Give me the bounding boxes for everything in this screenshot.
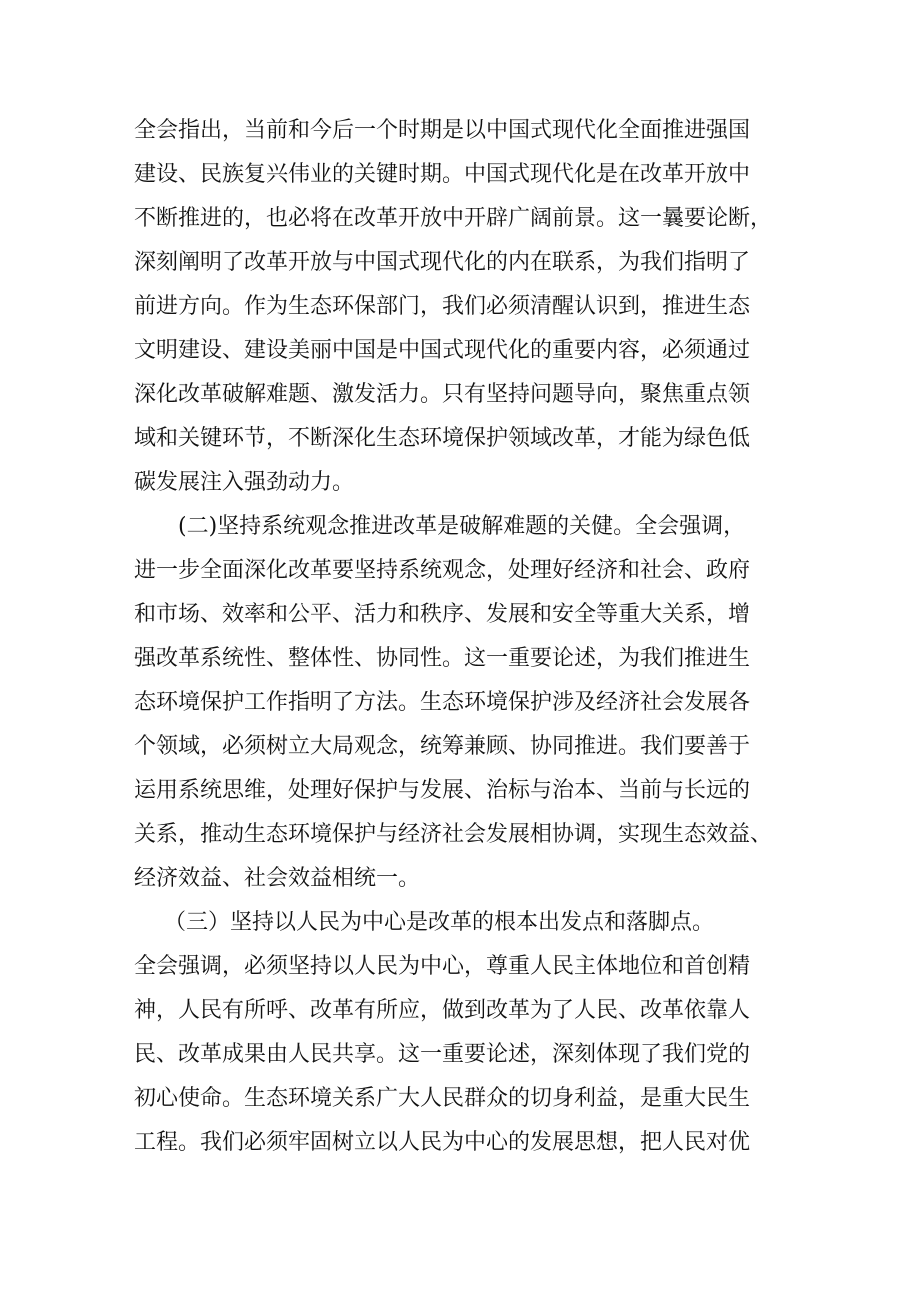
text-line: 和市场、效率和公平、活力和秩序、发展和安全等重大关系，增 [134, 602, 751, 627]
text-line: 个领域，必须树立大局观念，统筹兼顾、协同推进。我们要善于 [134, 734, 751, 759]
text-line: 初心使命。生态环境关系广大人民群众的切身利益，是重大民生 [134, 1086, 751, 1111]
text-line: 态环境保护工作指明了方法。生态环境保护涉及经济社会发展各 [134, 690, 751, 715]
text-line: 碳发展注入强劲动力。 [134, 470, 355, 495]
section-heading-line: (二)坚持系统观念推进改革是破解难题的关健。全会强调， [178, 514, 746, 539]
text-line: 前进方向。作为生态环保部门，我们必须清醒认识到，推进生态 [134, 294, 751, 319]
text-line: 全会强调，必须坚持以人民为中心，尊重人民主体地位和首创精 [134, 954, 751, 979]
text-line: 进一步全面深化改革要坚持系统观念，处理好经济和社会、政府 [134, 558, 751, 583]
text-line: 深刻阐明了改革开放与中国式现代化的内在联系，为我们指明了 [134, 250, 751, 275]
text-line: 强改革系统性、整体性、协同性。这一重要论述，为我们推进生 [134, 646, 751, 671]
text-line: 经济效益、社会效益相统一。 [134, 866, 421, 891]
section-heading-line: （三）坚持以人民为中心是改革的根本出发点和落脚点。 [164, 910, 715, 935]
text-line: 民、改革成果由人民共享。这一重要论述，深刻体现了我们党的 [134, 1042, 751, 1067]
text-line: 工程。我们必须牢固树立以人民为中心的发展思想，把人民对优 [134, 1130, 751, 1155]
text-line: 神，人民有所呼、改革有所应，做到改革为了人民、改革依靠人 [134, 998, 751, 1023]
text-line: 建设、民族复兴伟业的关键时期。中国式现代化是在改革开放中 [134, 162, 751, 187]
text-line: 深化改革破解难题、激发活力。只有坚持问题导向，聚焦重点领 [134, 382, 751, 407]
text-line: 不断推进的，也必将在改革开放中开辟广阔前景。这一曩要论断， [134, 206, 773, 231]
text-line: 域和关键环节，不断深化生态环境保护领域改革，才能为绿色低 [134, 426, 751, 451]
text-line: 文明建设、建设美丽中国是中国式现代化的重要内容，必须通过 [134, 338, 751, 363]
text-line: 关系，推动生态环境保护与经济社会发展相协调，实现生态效益、 [134, 822, 773, 847]
text-line: 全会指出，当前和今后一个时期是以中国式现代化全面推进强国 [134, 118, 751, 143]
text-line: 运用系统思维，处理好保护与发展、治标与治本、当前与长远的 [134, 778, 751, 803]
